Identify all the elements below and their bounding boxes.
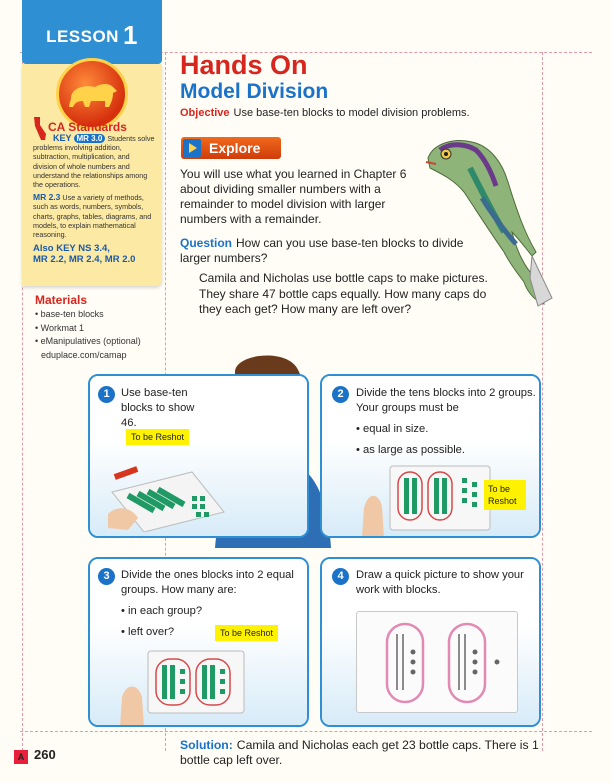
ones-grouped-board — [118, 647, 248, 727]
step-instruction: Divide the ones blocks into 2 equal groups. How many are: — [121, 569, 294, 596]
quick-picture-drawing — [357, 612, 517, 712]
fish-illustration — [420, 128, 555, 308]
solution-label: Solution: — [180, 738, 233, 752]
materials-list — [35, 308, 165, 362]
problem-paragraph: Camila and Nicholas use bottle caps to make pictures. They share 47 bottle caps equally. How many caps do they each get? How many are left over? — [199, 271, 488, 316]
mr23-code: MR 2.3 — [33, 192, 61, 203]
intro-paragraph: You will use what you learned in Chapter 6 about dividing smaller numbers with a remainder to model division with larger numbers with a remainder. — [180, 167, 407, 226]
objective — [180, 107, 470, 119]
step-bullet: • equal in size. — [356, 423, 429, 435]
key-code-badge: MR 3.0 — [74, 134, 106, 143]
step-number: 2 — [332, 386, 349, 403]
solution — [180, 738, 560, 768]
also-line-1: Also KEY NS 3.4, — [33, 243, 110, 255]
eduplace-link[interactable]: eduplace.com/camap — [41, 349, 127, 360]
step-text: Use base-ten blocks to show 46. — [121, 387, 195, 429]
materials-title: Materials — [35, 293, 88, 307]
page-title: Hands On — [180, 50, 308, 80]
step-instruction: Divide the tens blocks into 2 groups. Your groups must be — [356, 387, 536, 414]
question-text: How can you use base-ten blocks to divide larger numbers? — [180, 236, 464, 265]
solution-text: Camila and Nicholas each get 23 bottle caps. There is 1 bottle cap left over. — [180, 738, 539, 767]
reshoot-label: To be Reshot — [215, 625, 278, 641]
also-line-2: MR 2.2, MR 2.4, MR 2.0 — [33, 254, 136, 266]
step-number: 3 — [98, 568, 115, 585]
step-3-card — [88, 557, 309, 727]
key-label: KEY — [53, 133, 72, 143]
step-bullet: • left over? — [121, 626, 175, 638]
mr23-text: Use a variety of methods, such as words, numbers, symbols, charts, graphs, tables, diagrams, and models, to explain mathematical reasoning. — [33, 193, 152, 240]
lesson-label — [22, 20, 162, 51]
grouped-blocks-board — [362, 462, 492, 538]
objective-label: Objective — [180, 107, 230, 119]
step-number: 1 — [98, 386, 115, 403]
step-1-card — [88, 374, 309, 538]
step-bullet: • as large as possible. — [356, 444, 466, 456]
step-2-card — [320, 374, 541, 538]
material-item: • Workmat 1 — [35, 322, 84, 333]
page-number: 260 — [34, 747, 56, 762]
reshoot-label: To be Reshot — [126, 429, 189, 445]
step-number: 4 — [332, 568, 349, 585]
key-standard-text: Students solve problems involving addition, subtraction, multiplication, and division of whole numbers and understand the relationships among the operations. — [33, 134, 155, 190]
step-4-card — [320, 557, 541, 727]
lesson-number: 1 — [122, 20, 138, 50]
step-text — [356, 386, 536, 458]
objective-text: Use base-ten blocks to model division problems. — [233, 107, 470, 119]
step-text: Draw a quick picture to show your work with blocks. — [356, 569, 524, 596]
lesson-word: LESSON — [46, 27, 119, 46]
step-bullet: • in each group? — [121, 605, 203, 617]
explore-banner — [181, 137, 281, 159]
page-subtitle: Model Division — [180, 80, 329, 103]
explore-label: Explore — [209, 140, 261, 156]
standards-body — [33, 134, 155, 265]
base-ten-board — [108, 452, 228, 532]
reshoot-label: To be Reshot — [484, 480, 526, 510]
quick-picture-board — [356, 611, 518, 713]
page-corner-marker: A — [14, 750, 28, 764]
play-arrow-icon — [183, 139, 201, 157]
standards-title: CA Standards — [48, 120, 127, 134]
question-label: Question — [180, 236, 233, 250]
crop-guide — [20, 731, 592, 732]
material-item: • base-ten blocks — [35, 309, 104, 319]
also-standards — [33, 243, 155, 265]
material-item: • eManipulatives (optional) — [35, 336, 141, 346]
